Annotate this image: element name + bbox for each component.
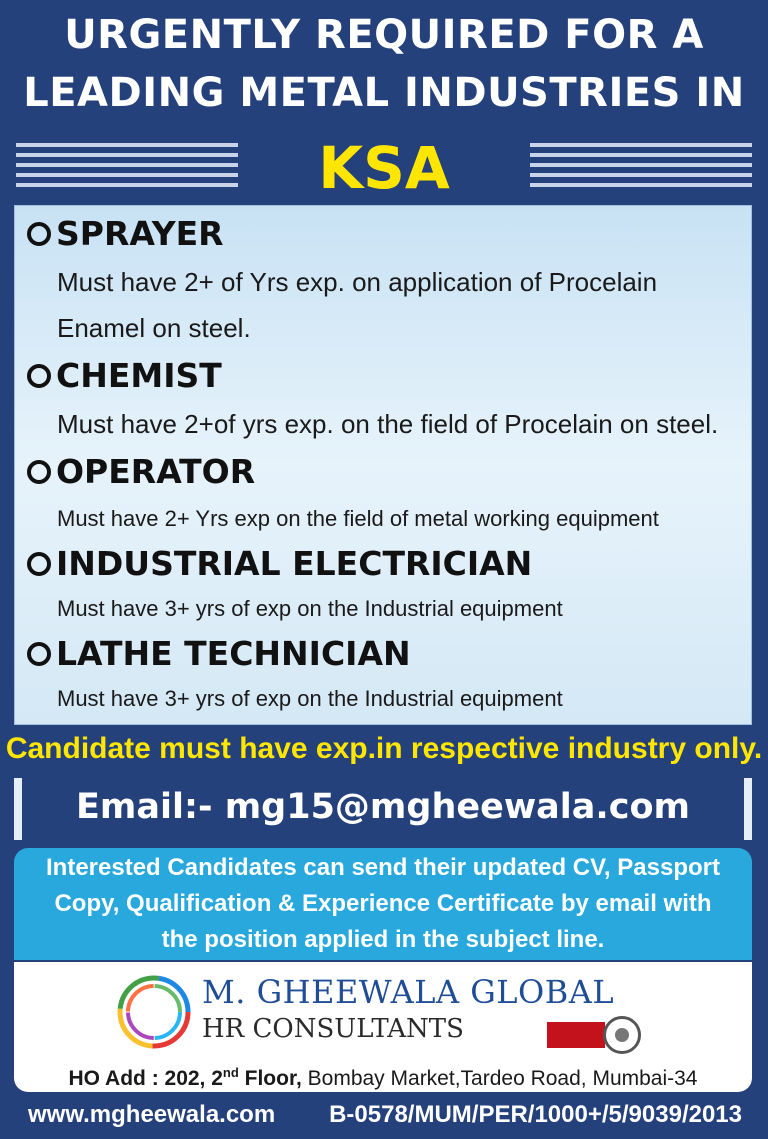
company-logo-icon	[116, 974, 192, 1050]
email-box	[14, 778, 752, 840]
job-title-chemist: CHEMIST	[27, 356, 222, 396]
certification-badge-icon	[547, 1016, 643, 1054]
bullet-icon	[27, 364, 51, 388]
job-desc-sprayer-line1: Must have 2+ of Yrs exp. on application of Procelain	[57, 267, 658, 297]
license-number: B-0578/MUM/PER/1000+/5/9039/2013	[329, 1101, 742, 1128]
bullet-icon	[27, 642, 51, 666]
country-label: KSA	[318, 134, 450, 202]
website-link[interactable]: www.mgheewala.com	[28, 1101, 276, 1128]
bullet-icon	[27, 552, 51, 576]
instructions-line-3: the position applied in the subject line.	[161, 926, 605, 953]
jobs-panel	[14, 205, 752, 725]
company-name: M. GHEEWALA GLOBAL	[202, 973, 615, 1011]
job-title-lathe-technician: LATHE TECHNICIAN	[27, 634, 411, 674]
job-title-industrial-electrician: INDUSTRIAL ELECTRICIAN	[27, 544, 532, 584]
job-desc-sprayer-line2: Enamel on steel.	[57, 313, 251, 343]
headline-line-1: URGENTLY REQUIRED FOR A	[64, 12, 704, 58]
company-subtitle: HR CONSULTANTS	[202, 1014, 464, 1044]
country-row	[0, 135, 768, 201]
job-title-sprayer: SPRAYER	[27, 214, 224, 254]
bullet-icon	[27, 460, 51, 484]
job-desc-industrial-electrician: Must have 3+ yrs of exp on the Industrial equipment	[57, 596, 563, 621]
job-desc-operator: Must have 2+ Yrs exp on the field of metal working equipment	[57, 506, 659, 531]
email-address[interactable]: Email:- mg15@mgheewala.com	[76, 787, 690, 827]
job-desc-lathe-technician: Must have 3+ yrs of exp on the Industrial equipment	[57, 686, 563, 711]
office-address: HO Add : 202, 2nd Floor, Bombay Market,Tardeo Road, Mumbai-34	[68, 1065, 698, 1090]
application-instructions	[14, 848, 752, 960]
headline	[0, 6, 768, 122]
instructions-line-2: Copy, Qualification & Experience Certificate by email with	[54, 890, 712, 917]
job-title-operator: OPERATOR	[27, 452, 255, 492]
instructions-line-1: Interested Candidates can send their updated CV, Passport	[46, 854, 720, 881]
job-desc-chemist: Must have 2+of yrs exp. on the field of Procelain on steel.	[57, 409, 719, 439]
bullet-icon	[27, 222, 51, 246]
footer	[0, 1096, 768, 1134]
experience-notice: Candidate must have exp.in respective industry only.	[5, 732, 763, 765]
company-box	[14, 962, 752, 1092]
decorative-stripes-right	[530, 143, 752, 195]
headline-line-2: LEADING METAL INDUSTRIES IN	[23, 70, 745, 116]
